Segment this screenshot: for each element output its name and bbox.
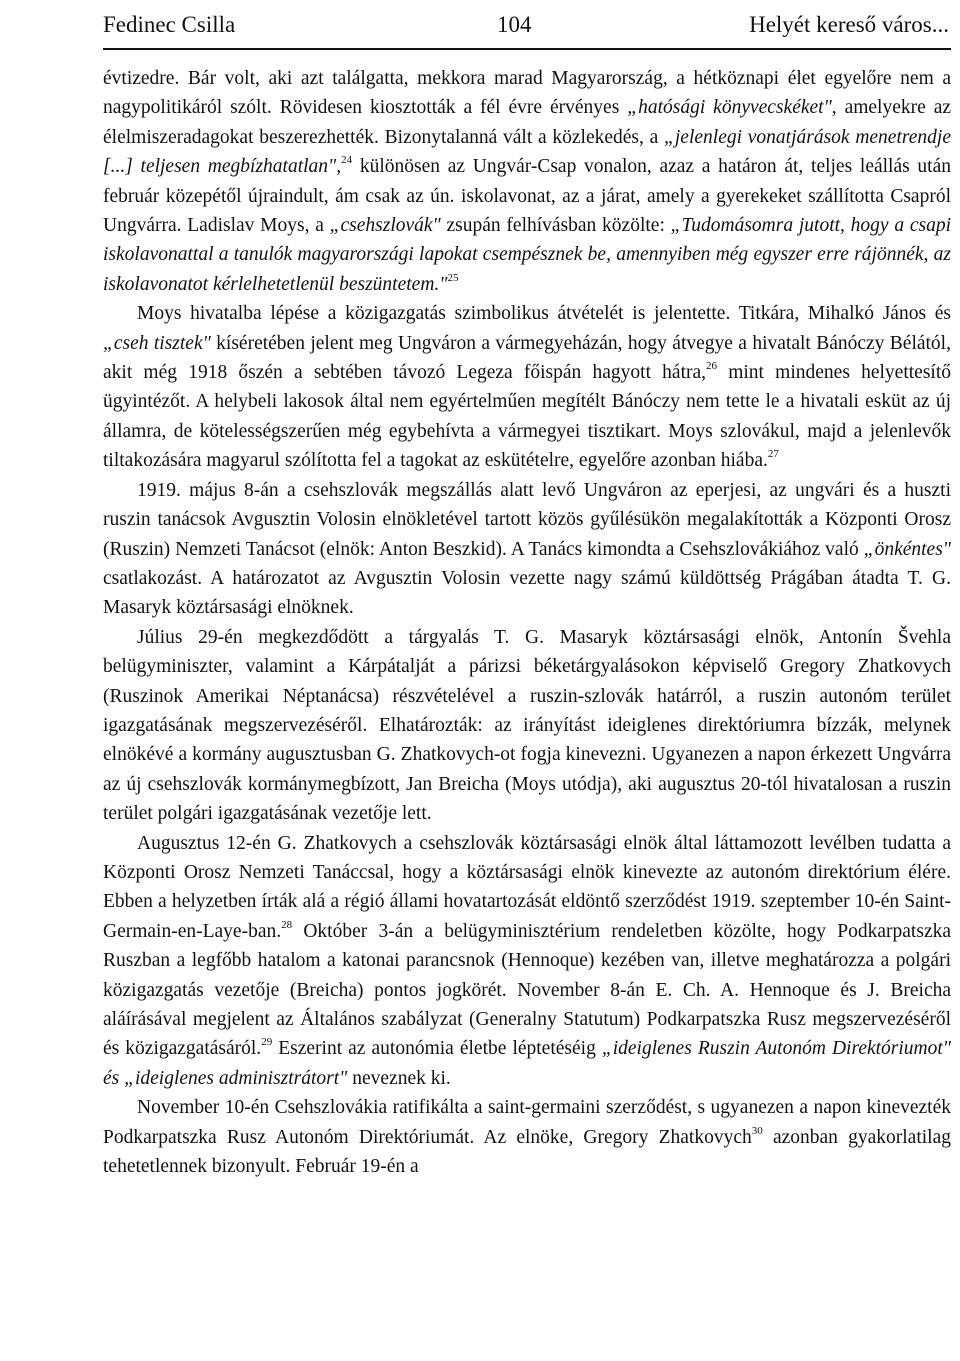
italic-quote: „hatósági könyvecskéket" (627, 97, 832, 119)
footnote-reference: 30 (751, 1124, 763, 1137)
footnote-reference: 25 (447, 271, 459, 284)
text-run: Eszerint az autonómia életbe léptetéséig (272, 1038, 602, 1060)
header-author: Fedinec Csilla (103, 12, 236, 37)
text-run: Augusztus 12-én G. Zhatkovych a csehszlovák köztársasági elnök által láttamozott levélben tudatta a Központi Orosz Nemzeti Tanáccsal, hogy a köztársasági elnök kinevezte az autonóm direktórium élére. Ebben a helyzetben írták alá a régió állami hovatartozását eldöntő szerződést 1919. szeptember 10-én Saint-Germain-en-Laye-ban. (103, 832, 951, 942)
text-run: neveznek ki. (347, 1067, 451, 1089)
text-run: zsupán felhívásban közölte: (440, 215, 671, 237)
text-run: kíséretében jelent meg Ungváron a vármegyeházán, hogy átvegye a hivatalt Bánóczy Bélától, akit még 1918 őszén a sebtében távozó Legeza főispán hagyott hátra, (103, 332, 951, 384)
paragraph-p1 (103, 64, 951, 299)
italic-quote: „ideiglenes Ruszin Autonóm Direktóriumot" és „ideiglenes adminisztrátort" (103, 1038, 951, 1089)
paragraph-p6 (103, 1093, 951, 1181)
text-run: Július 29-én megkezdődött a tárgyalás T. G. Masaryk köztársasági elnök, Antonín Švehla belügyminiszter, valamint a Kárpátalját a párizsi béketárgyalásokon képviselő Gregory Zhatkovych (Ruszinok Amerikai Néptanácsa) részvételével a ruszin-szlovák határról, a ruszin autonóm terület igazgatásának megszervezéséről. Elhatározták: az irányítást ideiglenes direktóriumra bízzák, melynek elnökévé a kormány augusztusban G. Zhatkovych-ot fogja kinevezni. Ugyanezen a napon érkezett Ungvárra az új csehszlovák kormánymegbízott, Jan Breicha (Moys utódja), aki augusztus 20-tól hivatalosan a ruszin terület polgári igazgatásának vezetője lett. (103, 626, 951, 825)
footnote-reference: 29 (261, 1036, 273, 1049)
paragraph-p4 (103, 623, 951, 829)
text-run: 1919. május 8-án a csehszlovák megszállás alatt levő Ungváron az eperjesi, az ungvári és a huszti ruszin tanácsok Avgusztin Volosin elnökletével tartott közös gyűlésükön megalakították a Központi Orosz (Ruszin) Nemzeti Tanácsot (elnök: Anton Beszkid). A Tanács kimondta a Csehszlovákiához való (103, 479, 951, 560)
footnote-reference: 24 (341, 154, 353, 167)
italic-quote: „jelenlegi vonatjárások menetrendje [...] teljesen megbízhatatlan", (103, 126, 951, 178)
italic-quote: „cseh tisztek" (103, 332, 211, 354)
text-run: mint mindenes helyettesítő ügyintézőt. A helybeli lakosok által nem egyértelműen megítélt Bánóczy nem tette le a hivatali esküt az új államra, de kötelességszerűen még egybehívta a vármegyei tisztikart. Moys szlovákul, majd a jelenlevők tiltakozására magyarul szólította fel a tagokat az eskütételre, egyelőre azonban hiába. (103, 362, 951, 472)
body-text (103, 64, 951, 1181)
paragraph-p5 (103, 829, 951, 1094)
italic-quote: „önkéntes" (863, 538, 951, 560)
text-run: Moys hivatalba lépése a közigazgatás szimbolikus átvételét is jelentette. Titkára, Mihalkó János és (137, 303, 951, 325)
text-run: csatlakozást. A határozatot az Avgusztin Volosin vezette nagy számú küldöttség Prágában átadta T. G. Masaryk köztársasági elnöknek. (103, 567, 951, 619)
header-title: Helyét kereső város... (749, 12, 949, 37)
text-run: azonban gyakorlatilag tehetetlennek bizonyult. Február 19-én a (103, 1126, 951, 1178)
text-run: különösen az Ungvár-Csap vonalon, azaz a határon át, teljes leállás után február közepétől újraindult, ám csak az ún. iskolavonat, az a járat, amely a gyerekeket szállította Csapról Ungvárra. Ladislav Moys, a (103, 156, 951, 237)
text-run: évtizedre. Bár volt, aki azt találgatta, mekkora marad Magyarország, a hétköznapi élet egyelőre nem a nagypolitikáról szólt. Rövidesen kiosztották a fél évre érvényes (103, 68, 951, 119)
text-run: Október 3-án a belügyminisztérium rendeletben közölte, hogy Podkarpatszka Ruszban a legfőbb hatalom a katonai parancsnok (Hennoque) kezében van, illetve meghatározza a polgári közigazgatás vezetője (Breicha) pontos jogkörét. November 8-án E. Ch. A. Hennoque és J. Breicha aláírásával megjelent az Általános szabályzat (Generalny Statutum) Podkarpatszka Rusz megszervezéséről és közigazgatásáról. (103, 920, 951, 1060)
paragraph-p3 (103, 476, 951, 623)
italic-quote: „Tudomásomra jutott, hogy a csapi iskolavonattal a tanulók magyarországi lapokat csempésznek be, amennyiben még egyszer erre rájönnék, az iskolavonatot kérlelhetetlenül beszüntetem." (103, 215, 951, 295)
text-run: , amelyekre az élelmiszeradagokat beszerezhették. Bizonytalanná vált a közlekedés, a (103, 97, 952, 148)
header-rule (103, 48, 951, 50)
running-header (103, 6, 949, 50)
footnote-reference: 28 (281, 918, 293, 931)
header-page-number: 104 (497, 12, 532, 37)
footnote-reference: 26 (706, 360, 718, 373)
paragraph-p2 (103, 299, 951, 475)
text-run: November 10-én Csehszlovákia ratifikálta a saint-germaini szerződést, s ugyanezen a napon kinevezték Podkarpatszka Rusz Autonóm Direktóriumát. Az elnöke, Gregory Zhatkovych (103, 1097, 951, 1148)
italic-quote: „csehszlovák" (329, 215, 441, 237)
footnote-reference: 27 (767, 448, 779, 461)
